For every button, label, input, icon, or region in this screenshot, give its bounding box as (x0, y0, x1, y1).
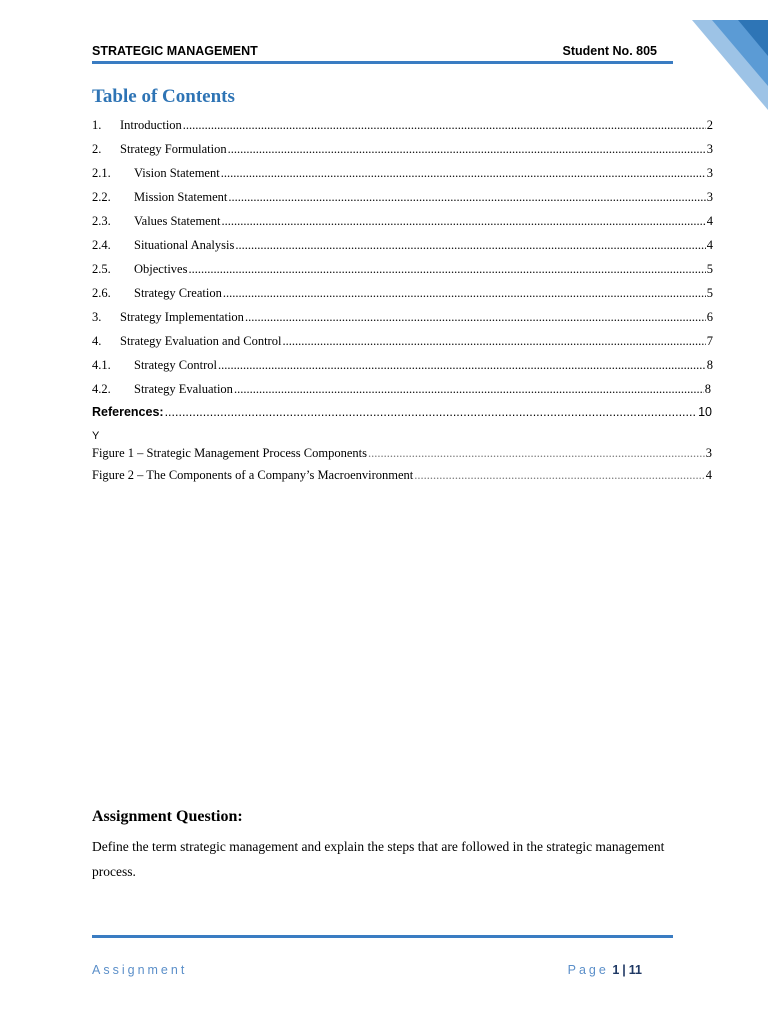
footer-label: Assignment (92, 963, 188, 977)
assignment-question-body: Define the term strategic management and explain the steps that are followed in the strategic management process. (92, 839, 665, 879)
footer-rule (92, 935, 673, 938)
figure-entry[interactable]: Figure 2 – The Components of a Company’s Macroenvironment ..... 4 (92, 468, 712, 486)
page-header (92, 44, 673, 62)
toc-entry[interactable]: 2.6. Strategy Creation ..... 5 (92, 286, 713, 304)
toc-entry[interactable]: 2.1. Vision Statement ..... 3 (92, 166, 713, 184)
header-student-number: Student No. 805 (562, 44, 657, 58)
toc-entry[interactable]: 4. Strategy Evaluation and Control ..... 7 (92, 334, 713, 352)
toc-entry[interactable]: 2.3. Values Statement ..... 4 (92, 214, 713, 232)
figure-entry[interactable]: Figure 1 – Strategic Management Process Components ..... 3 (92, 446, 712, 464)
page-separator: | (622, 963, 626, 977)
page-word: Page (567, 963, 609, 977)
header-rule (92, 61, 673, 64)
assignment-question-title: Assignment Question: (92, 808, 243, 825)
toc-references-entry[interactable]: References: ..... 10 (92, 405, 712, 423)
toc-entry[interactable]: 3. Strategy Implementation ..... 6 (92, 310, 713, 328)
header-title: STRATEGIC MANAGEMENT (92, 44, 258, 58)
toc-entry[interactable]: 4.2. Strategy Evaluation ..... 8 (92, 382, 711, 400)
page-number (568, 963, 642, 977)
total-pages: 11 (628, 963, 642, 977)
current-page: 1 (612, 963, 620, 977)
toc-entry[interactable]: 4.1. Strategy Control ..... 8 (92, 358, 713, 376)
toc-entry[interactable]: 2.5. Objectives ..... 5 (92, 262, 713, 280)
toc-title: Table of Contents (92, 86, 235, 107)
toc-entry[interactable]: 2.4. Situational Analysis ..... 4 (92, 238, 713, 256)
toc-entry[interactable]: 2. Strategy Formulation ..... 3 (92, 142, 713, 160)
toc-entry[interactable]: 1. Introduction ..... 2 (92, 118, 713, 136)
toc-entry[interactable]: 2.2. Mission Statement ..... 3 (92, 190, 713, 208)
corner-decoration (668, 0, 768, 110)
stray-character: Y (92, 430, 100, 442)
